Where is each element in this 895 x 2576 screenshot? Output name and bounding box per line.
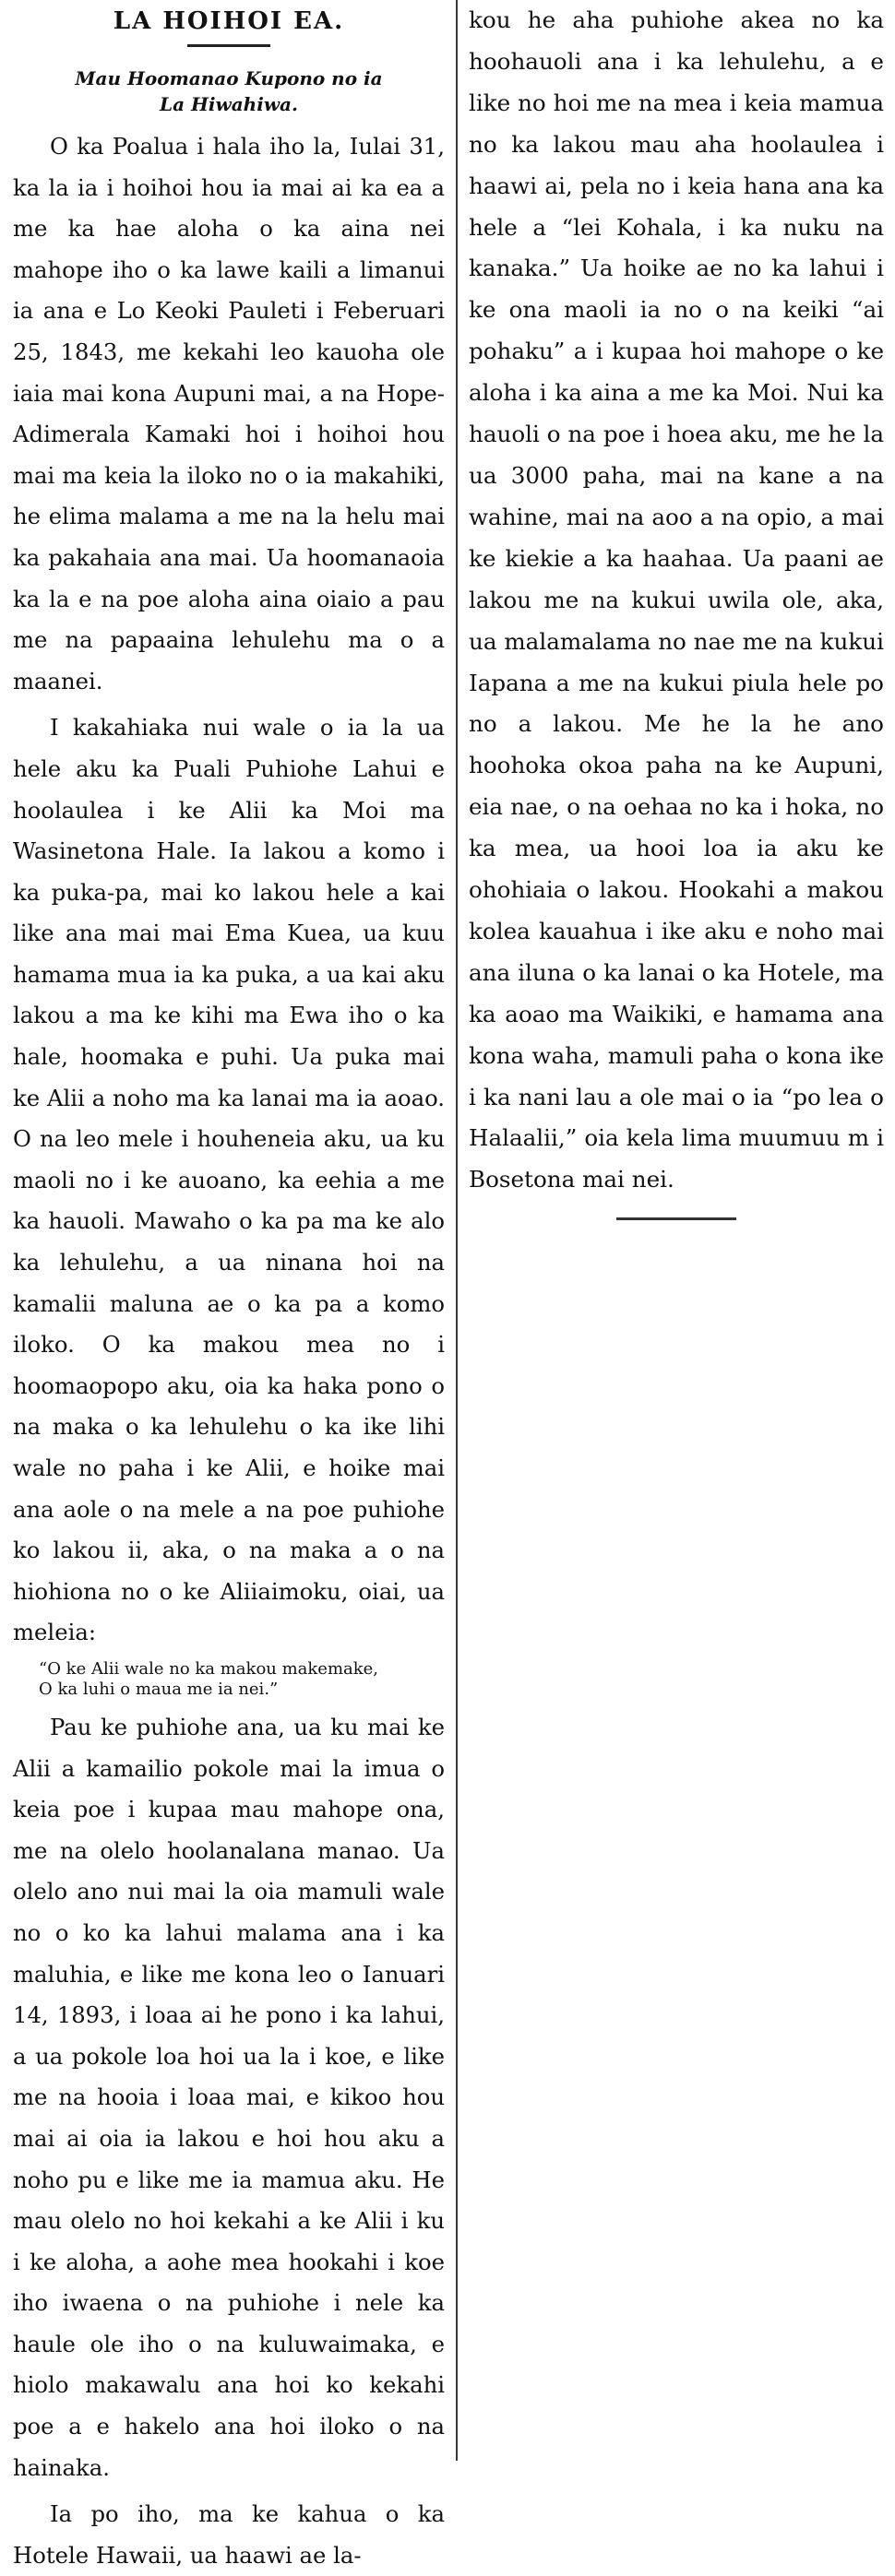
quote-line-1: “O ke Alii wale no ka makou makemake, <box>39 1658 379 1679</box>
title-divider <box>187 44 270 47</box>
subtitle-line-1: Mau Hoomanao Kupono no ia <box>75 67 383 89</box>
right-column <box>461 0 895 1220</box>
song-quote <box>39 1658 445 1700</box>
column-divider <box>456 0 458 2461</box>
quote-line-2: O ka luhi o maua me ia nei.” <box>39 1679 279 1699</box>
article-subtitle <box>13 65 445 117</box>
end-of-article-rule <box>616 1217 736 1220</box>
article-title: LA HOIHOI EA. <box>113 7 345 35</box>
paragraph-4: Ia po iho, ma ke kahua o ka Hotele Hawaii, ua haawi ae la- <box>13 2500 445 2569</box>
paragraph-1: O ka Poalua i hala iho la, Iulai 31, ka la ia i hoihoi hou ia mai ai ka ea a me ka hae aloha o ka aina nei mahope iho o ka lawe kaili a limanui ia ana e Lo Keoki Pauleti i Feberuari 25, 1843, me kekahi leo kauoha ole iaia mai kona Aupuni mai, a na Hope-Adimerala Kamaki hoi i hoihoi hou mai ma keia la iloko no o ia makahiki, he elima malama a me na la helu mai ka pakahaia ana mai. Ua hoomanaoia ka la e na poe aloha aina oiaio a pau me na papaaina lehulehu ma o a maanei. <box>13 133 445 694</box>
paragraph-2: I kakahiaka nui wale o ia la ua hele aku ka Puali Puhiohe Lahui e hoolaulea i ke Alii ka Moi ma Wasinetona Hale. Ia lakou a komo i ka puka-pa, mai ko lakou hele a kai like ana mai mai Ema Kuea, ua kuu hamama mua ia ka puka, a ua kai aku lakou a ma ke kihi ma Ewa iho o ka hale, hoomaka e puhi. Ua puka mai ke Alii a noho ma ka lanai ma ia aoao. O na leo mele i houheneia aku, ua ku maoli no i ke auoano, ka eehia a me ka hauoli. Mawaho o ka pa ma ke alo ka lehulehu, a ua ninana hoi na kamalii maluna ae o ka pa a komo iloko. O ka makou mea no i hoomaopopo aku, oia ka haka pono o na maka o ka lehulehu o ka ike lihi wale no paha i ke Alii, e hoike mai ana aole o na mele a na poe puhiohe ko lakou ii, aka, o na maka a o na hiohiona no o ke Aliiaimoku, oiai, ua meleia: <box>13 714 445 1646</box>
subtitle-line-2: La Hiwahiwa. <box>160 93 298 115</box>
paragraph-continued: kou he aha puhiohe akea no ka hoohauoli ana i ka lehulehu, a e like no hoi me na mea i keia mamua no ka lakou mau aha hoolaulea i haawi ai, pela no i keia hana ana ka hele a “lei Kohala, i ka nuku na kanaka.” Ua hoike ae no ka lahui i ke ona maoli ia no o na keiki “ai pohaku” a i kupaa hoi mahope o ke aloha i ka aina a me ka Moi. Nui ka hauoli o na poe i hoea aku, me he la ua 3000 paha, mai na kane a na wahine, mai na aoo a na opio, a mai ke kiekie a ka haahaa. Ua paani ae lakou me na kukui uwila ole, aka, ua malamalama no nae me na kukui Iapana a me na kukui piula hele po no a lakou. Me he la he ano hoohoka okoa paha na ke Aupuni, eia nae, o na oehaa no ka i hoka, no ka mea, ua hooi loa ia aku ke ohohiaia o lakou. Hookahi a makou kolea kauahua i ike aku e noho mai ana iluna o ka lanai o ka Hotele, ma ka aoao ma Waikiki, e hamama ana kona waha, mamuli paha o kona ike i ka nani lau a ole mai o ia “po lea o Halaalii,” oia kela lima muumuu m i Bosetona mai nei. <box>469 6 884 1193</box>
paragraph-3: Pau ke puhiohe ana, ua ku mai ke Alii a kamailio pokole mai la imua o keia poe i kupaa mau mahope ona, me na olelo hoolanalana manao. Ua olelo ano nui mai la oia mamuli wale no o ko ka lahui malama ana i ka maluhia, e like me kona leo o Ianuari 14, 1893, i loaa ai he pono i ka lahui, a ua pokole loa hoi ua la i koe, e like me na hooia i loaa mai, e kikoo hou mai ai oia ia lakou e hoi hou aku a noho pu e like me ia mamua aku. He mau olelo no hoi kekahi a ke Alii i ku i ke aloha, a aohe mea hookahi i koe iho iwaena o na puhiohe i nele ka haule ole iho o na kuluwaimaka, e hiolo makawalu ana hoi ko kekahi poe a e hakelo ana hoi iloko o na hainaka. <box>13 1713 445 2481</box>
